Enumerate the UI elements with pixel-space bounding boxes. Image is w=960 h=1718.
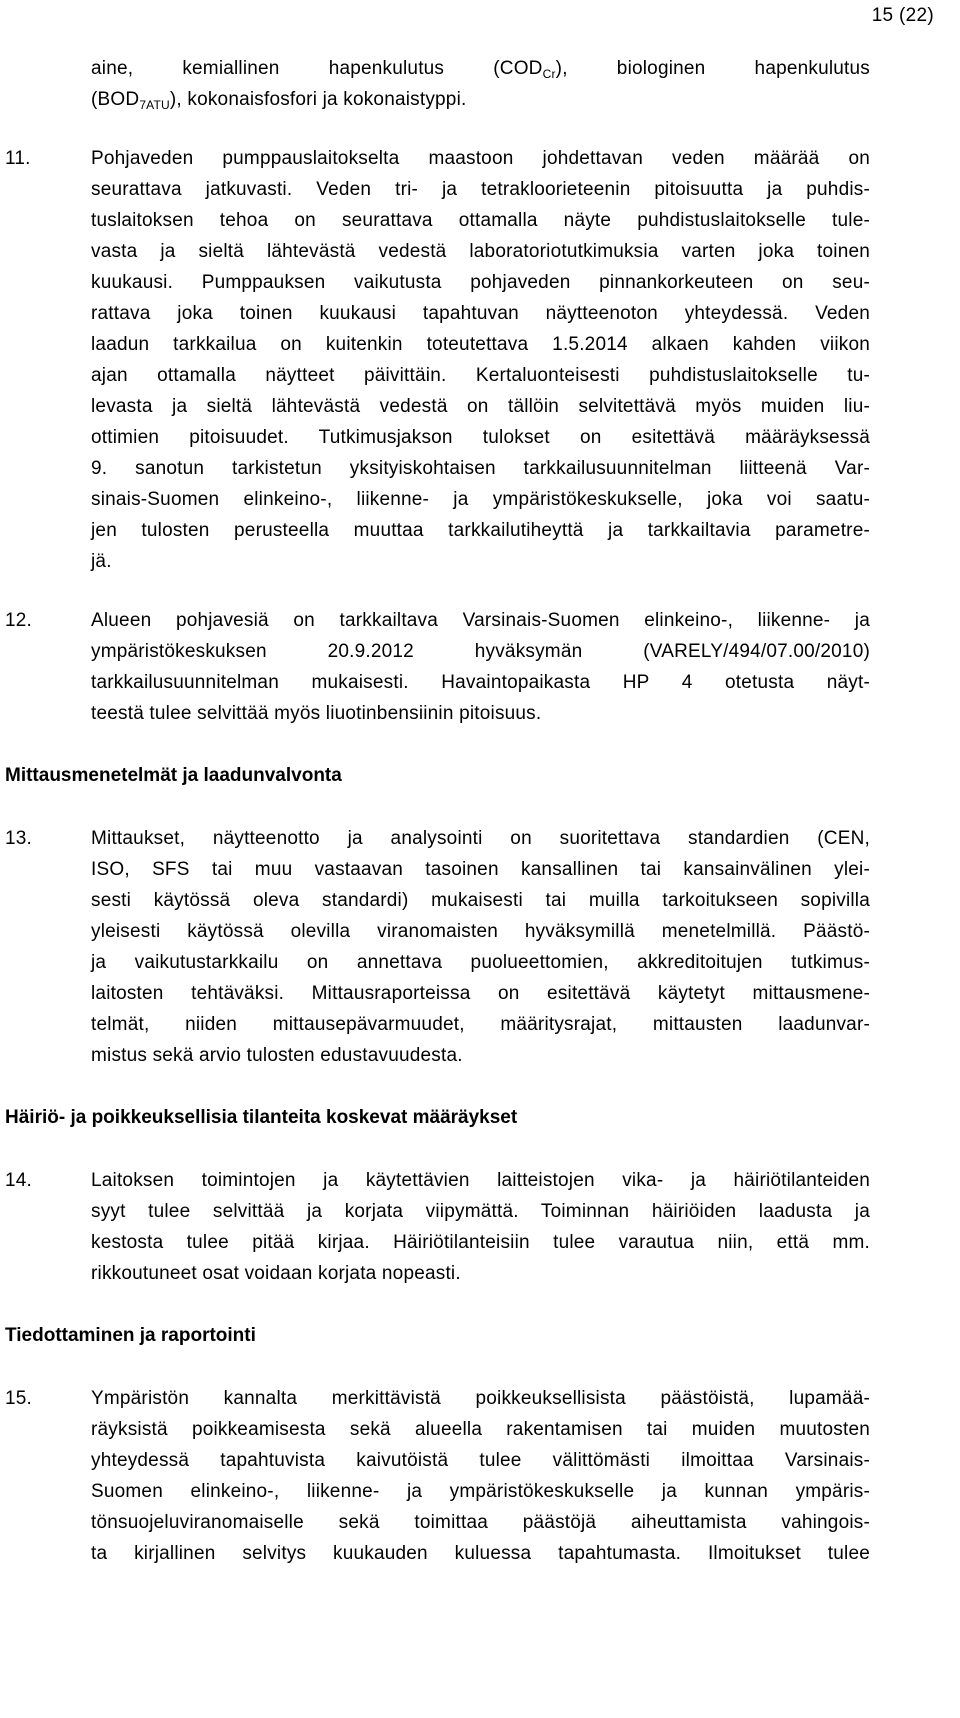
- paragraph-line: sinais-Suomen elinkeino-, liikenne- ja ympäristökeskukselle, joka voi saatu-: [91, 489, 870, 510]
- paragraph-line: Ympäristön kannalta merkittävistä poikkeuksellisista päästöistä, lupamää-: [91, 1388, 870, 1409]
- paragraph-line: tönsuojeluviranomaiselle sekä toimittaa päästöjä aiheuttamista vahingois-: [91, 1512, 870, 1533]
- paragraph-line: Pohjaveden pumppauslaitokselta maastoon johdettavan veden määrää on: [91, 148, 870, 169]
- paragraph-line: teestä tulee selvittää myös liuotinbensiinin pitoisuus.: [91, 703, 542, 724]
- paragraph-line: yleisesti käytössä olevilla viranomaisten hyväksymillä menetelmillä. Päästö-: [91, 921, 870, 942]
- paragraph-line: sesti käytössä oleva standardi) mukaisesti tai muilla tarkoitukseen sopivilla: [91, 890, 870, 911]
- paragraph-line: ajan ottamalla näytteet päivittäin. Kertaluonteisesti puhdistuslaitokselle tu-: [91, 365, 870, 386]
- item-number: 14.: [5, 1170, 33, 1191]
- section-heading: Mittausmenetelmät ja laadunvalvonta: [5, 765, 342, 786]
- item-number: 13.: [5, 828, 33, 849]
- paragraph-line: syyt tulee selvittää ja korjata viipymättä. Toiminnan häiriöiden laadusta ja: [91, 1201, 870, 1222]
- paragraph-line: vasta ja sieltä lähtevästä vedestä laboratoriotutkimuksia varten joka toinen: [91, 241, 870, 262]
- paragraph-line: ottimien pitoisuudet. Tutkimusjakson tulokset on esitettävä määräyksessä: [91, 427, 870, 448]
- paragraph-line: kestosta tulee pitää kirjaa. Häiriötilanteisiin tulee varautua niin, että mm.: [91, 1232, 870, 1253]
- text-fragment: (BOD: [91, 89, 140, 110]
- paragraph-line: räyksistä poikkeamisesta sekä alueella rakentamisen tai muiden muutosten: [91, 1419, 870, 1440]
- paragraph-line: levasta ja sieltä lähtevästä vedestä on tällöin selvitettävä myös muiden liu-: [91, 396, 870, 417]
- paragraph-line: jen tulosten perusteella muuttaa tarkkailutiheyttä ja tarkkailtavia parametre-: [91, 520, 870, 541]
- item-number: 11.: [5, 148, 31, 169]
- paragraph-line: ja vaikutustarkkailu on annettava puolueettomien, akkreditoitujen tutkimus-: [91, 952, 870, 973]
- page-number: 15 (22): [871, 5, 934, 26]
- paragraph-line: yhteydessä tapahtuvista kaivutöistä tulee välittömästi ilmoittaa Varsinais-: [91, 1450, 870, 1471]
- paragraph-line: tuslaitoksen tehoa on seurattava ottamalla näyte puhdistuslaitokselle tule-: [91, 210, 870, 231]
- paragraph-line: laitosten tehtäväksi. Mittausraporteissa on esitettävä käytetyt mittausmene-: [91, 983, 870, 1004]
- paragraph-line: kuukausi. Pumppauksen vaikutusta pohjaveden pinnankorkeuteen on seu-: [91, 272, 870, 293]
- text-fragment: ), kokonaisfosfori ja kokonaistyppi.: [169, 89, 467, 110]
- paragraph-line: Mittaukset, näytteenotto ja analysointi on suoritettava standardien (CEN,: [91, 828, 870, 849]
- paragraph-line: ta kirjallinen selvitys kuukauden kuluessa tapahtumasta. Ilmoitukset tulee: [91, 1543, 870, 1564]
- paragraph-line: laadun tarkkailua on kuitenkin toteutettava 1.5.2014 alkaen kahden viikon: [91, 334, 870, 355]
- paragraph-line: rattava joka toinen kuukausi tapahtuvan näytteenoton yhteydessä. Veden: [91, 303, 870, 324]
- paragraph-line: 9. sanotun tarkistetun yksityiskohtaisen tarkkailusuunnitelman liitteenä Var-: [91, 458, 870, 479]
- paragraph-line: Alueen pohjavesiä on tarkkailtava Varsinais-Suomen elinkeino-, liikenne- ja: [91, 610, 870, 631]
- text-fragment: ), biologinen hapenkulutus: [555, 58, 870, 79]
- item-number: 12.: [5, 610, 33, 631]
- section-heading: Tiedottaminen ja raportointi: [5, 1325, 256, 1346]
- subscript: 7ATU: [139, 98, 170, 112]
- paragraph-line: tarkkailusuunnitelman mukaisesti. Havaintopaikasta HP 4 otetusta näyt-: [91, 672, 870, 693]
- paragraph-line: Suomen elinkeino-, liikenne- ja ympäristökeskukselle ja kunnan ympäris-: [91, 1481, 870, 1502]
- paragraph-line: seurattava jatkuvasti. Veden tri- ja tetrakloorieteenin pitoisuutta ja puhdis-: [91, 179, 870, 200]
- paragraph-line: rikkoutuneet osat voidaan korjata nopeasti.: [91, 1263, 461, 1284]
- paragraph-line: [91, 88, 466, 112]
- subscript: Cr: [542, 67, 556, 81]
- paragraph-line: ympäristökeskuksen 20.9.2012 hyväksymän (VARELY/494/07.00/2010): [91, 641, 870, 662]
- section-heading: Häiriö- ja poikkeuksellisia tilanteita koskevat määräykset: [5, 1107, 518, 1128]
- paragraph-line: [91, 57, 870, 81]
- paragraph-line: telmät, niiden mittausepävarmuudet, määritysrajat, mittausten laadunvar-: [91, 1014, 870, 1035]
- item-number: 15.: [5, 1388, 33, 1409]
- text-fragment: aine, kemiallinen hapenkulutus (COD: [91, 58, 543, 79]
- paragraph-line: Laitoksen toimintojen ja käytettävien laitteistojen vika- ja häiriötilanteiden: [91, 1170, 870, 1191]
- paragraph-line: jä.: [91, 551, 112, 572]
- paragraph-line: mistus sekä arvio tulosten edustavuudesta.: [91, 1045, 463, 1066]
- paragraph-line: ISO, SFS tai muu vastaavan tasoinen kansallinen tai kansainvälinen ylei-: [91, 859, 870, 880]
